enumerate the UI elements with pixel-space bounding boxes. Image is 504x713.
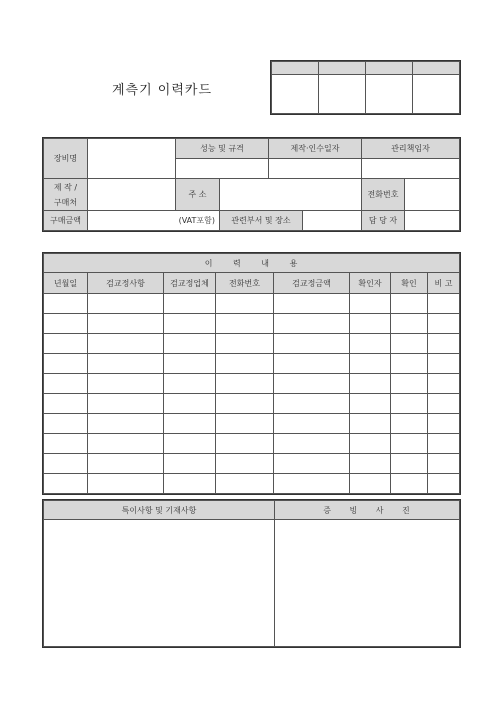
- history-cell[interactable]: [164, 394, 216, 414]
- table-row: [44, 314, 460, 334]
- vat-note: (VAT포함): [178, 216, 215, 225]
- history-cell[interactable]: [164, 434, 216, 454]
- phone-value[interactable]: [405, 179, 460, 211]
- history-cell[interactable]: [44, 394, 88, 414]
- purchase-price-value[interactable]: [88, 211, 220, 231]
- history-cell[interactable]: [428, 374, 460, 394]
- history-cell[interactable]: [216, 294, 274, 314]
- history-cell[interactable]: [428, 434, 460, 454]
- approval-header-cell: [272, 62, 319, 75]
- history-cell[interactable]: [44, 454, 88, 474]
- approval-header-cell: [366, 62, 413, 75]
- table-row: [44, 354, 460, 374]
- history-cell[interactable]: [88, 474, 164, 494]
- history-cell[interactable]: [44, 314, 88, 334]
- history-cell[interactable]: [391, 354, 428, 374]
- approval-sign-cell[interactable]: [413, 75, 460, 114]
- equipment-name-label: 장비명: [44, 139, 88, 179]
- history-cell[interactable]: [164, 454, 216, 474]
- history-cell[interactable]: [88, 354, 164, 374]
- history-cell[interactable]: [274, 314, 350, 334]
- history-cell[interactable]: [44, 474, 88, 494]
- history-header-row: [44, 273, 460, 294]
- history-cell[interactable]: [274, 294, 350, 314]
- history-body: [44, 294, 460, 494]
- table-row: [44, 374, 460, 394]
- history-cell[interactable]: [88, 374, 164, 394]
- history-cell[interactable]: [164, 374, 216, 394]
- spec-label: 성능 및 규격: [176, 139, 269, 159]
- dept-place-label: 관련부서 및 장소: [220, 211, 303, 231]
- history-cell[interactable]: [44, 414, 88, 434]
- approval-sign-cell[interactable]: [272, 75, 319, 114]
- history-cell[interactable]: [428, 474, 460, 494]
- table-row: [44, 454, 460, 474]
- person-in-charge-label: 담 당 자: [362, 211, 405, 231]
- equipment-info-table: [43, 138, 460, 231]
- person-in-charge-value[interactable]: [405, 211, 460, 231]
- table-row: [44, 414, 460, 434]
- history-cell[interactable]: [350, 414, 391, 434]
- history-cell[interactable]: [274, 474, 350, 494]
- photo-area[interactable]: [275, 520, 460, 647]
- history-column-header: 확인자: [350, 273, 391, 294]
- history-cell[interactable]: [350, 454, 391, 474]
- history-cell[interactable]: [88, 454, 164, 474]
- history-cell[interactable]: [88, 314, 164, 334]
- history-cell[interactable]: [164, 294, 216, 314]
- history-column-header: 검교정사항: [88, 273, 164, 294]
- remarks-label: 특이사항 및 기재사항: [44, 501, 275, 520]
- approval-box: [271, 61, 460, 114]
- address-label: 주 소: [176, 179, 220, 211]
- manager-label: 관리책임자: [362, 139, 460, 159]
- history-cell[interactable]: [44, 374, 88, 394]
- history-cell[interactable]: [428, 454, 460, 474]
- history-cell[interactable]: [88, 414, 164, 434]
- history-cell[interactable]: [44, 294, 88, 314]
- history-cell[interactable]: [350, 354, 391, 374]
- history-cell[interactable]: [428, 334, 460, 354]
- history-cell[interactable]: [391, 394, 428, 414]
- approval-sign-cell[interactable]: [366, 75, 413, 114]
- dept-place-value[interactable]: [303, 211, 362, 231]
- history-cell[interactable]: [391, 414, 428, 434]
- history-cell[interactable]: [391, 474, 428, 494]
- history-cell[interactable]: [274, 374, 350, 394]
- history-cell[interactable]: [88, 334, 164, 354]
- history-cell[interactable]: [164, 354, 216, 374]
- maker-buyer-label-line2: 구매처: [53, 197, 78, 207]
- history-cell[interactable]: [164, 414, 216, 434]
- history-cell[interactable]: [274, 334, 350, 354]
- history-section-title: 이 력 내 용: [44, 254, 460, 273]
- history-cell[interactable]: [44, 354, 88, 374]
- history-cell[interactable]: [274, 394, 350, 414]
- history-cell[interactable]: [216, 414, 274, 434]
- history-cell[interactable]: [216, 354, 274, 374]
- history-cell[interactable]: [350, 434, 391, 454]
- manufacture-date-value[interactable]: [269, 159, 362, 179]
- history-cell[interactable]: [216, 454, 274, 474]
- history-cell[interactable]: [44, 434, 88, 454]
- photo-label: 증 빙 사 진: [275, 501, 460, 520]
- maker-buyer-label: [44, 179, 88, 211]
- history-column-header: 비 고: [428, 273, 460, 294]
- phone-label: 전화번호: [362, 179, 405, 211]
- history-cell[interactable]: [216, 474, 274, 494]
- maker-buyer-label-line1: 제 작 /: [53, 182, 78, 192]
- equipment-name-value[interactable]: [88, 139, 176, 179]
- history-cell[interactable]: [88, 394, 164, 414]
- history-cell[interactable]: [216, 334, 274, 354]
- table-row: [44, 434, 460, 454]
- history-cell[interactable]: [164, 314, 216, 334]
- approval-header-cell: [319, 62, 366, 75]
- spec-value[interactable]: [176, 159, 269, 179]
- history-cell[interactable]: [428, 294, 460, 314]
- history-cell[interactable]: [88, 294, 164, 314]
- address-value[interactable]: [220, 179, 362, 211]
- history-cell[interactable]: [350, 334, 391, 354]
- history-cell[interactable]: [350, 314, 391, 334]
- table-row: [44, 294, 460, 314]
- history-cell[interactable]: [216, 374, 274, 394]
- history-column-header: 확인: [391, 273, 428, 294]
- remarks-area[interactable]: [44, 520, 275, 647]
- maker-buyer-value[interactable]: [88, 179, 176, 211]
- manufacture-date-label: 제작·인수일자: [269, 139, 362, 159]
- history-cell[interactable]: [391, 314, 428, 334]
- table-row: [44, 334, 460, 354]
- purchase-price-label: 구매금액: [44, 211, 88, 231]
- history-cell[interactable]: [428, 414, 460, 434]
- history-cell[interactable]: [164, 334, 216, 354]
- history-cell[interactable]: [391, 434, 428, 454]
- history-column-header: 검교정금액: [274, 273, 350, 294]
- history-cell[interactable]: [428, 354, 460, 374]
- history-cell[interactable]: [350, 374, 391, 394]
- table-row: [44, 474, 460, 494]
- history-cell[interactable]: [391, 454, 428, 474]
- history-cell[interactable]: [274, 434, 350, 454]
- history-cell[interactable]: [216, 394, 274, 414]
- document-title: 계측기 이력카드: [112, 83, 213, 98]
- history-cell[interactable]: [428, 314, 460, 334]
- manager-value[interactable]: [362, 159, 460, 179]
- history-cell[interactable]: [391, 374, 428, 394]
- history-cell[interactable]: [274, 454, 350, 474]
- history-cell[interactable]: [428, 394, 460, 414]
- history-column-header: 전화번호: [216, 273, 274, 294]
- history-cell[interactable]: [350, 474, 391, 494]
- approval-header-cell: [413, 62, 460, 75]
- history-cell[interactable]: [216, 434, 274, 454]
- history-cell[interactable]: [88, 434, 164, 454]
- history-cell[interactable]: [391, 294, 428, 314]
- notes-table: [43, 500, 460, 647]
- history-column-header: 년월일: [44, 273, 88, 294]
- history-cell[interactable]: [44, 334, 88, 354]
- history-cell[interactable]: [391, 334, 428, 354]
- history-cell[interactable]: [350, 294, 391, 314]
- approval-sign-cell[interactable]: [319, 75, 366, 114]
- history-table: [43, 253, 460, 494]
- history-cell[interactable]: [216, 314, 274, 334]
- history-cell[interactable]: [164, 474, 216, 494]
- history-cell[interactable]: [274, 414, 350, 434]
- history-cell[interactable]: [350, 394, 391, 414]
- history-column-header: 검교정업체: [164, 273, 216, 294]
- table-row: [44, 394, 460, 414]
- history-cell[interactable]: [274, 354, 350, 374]
